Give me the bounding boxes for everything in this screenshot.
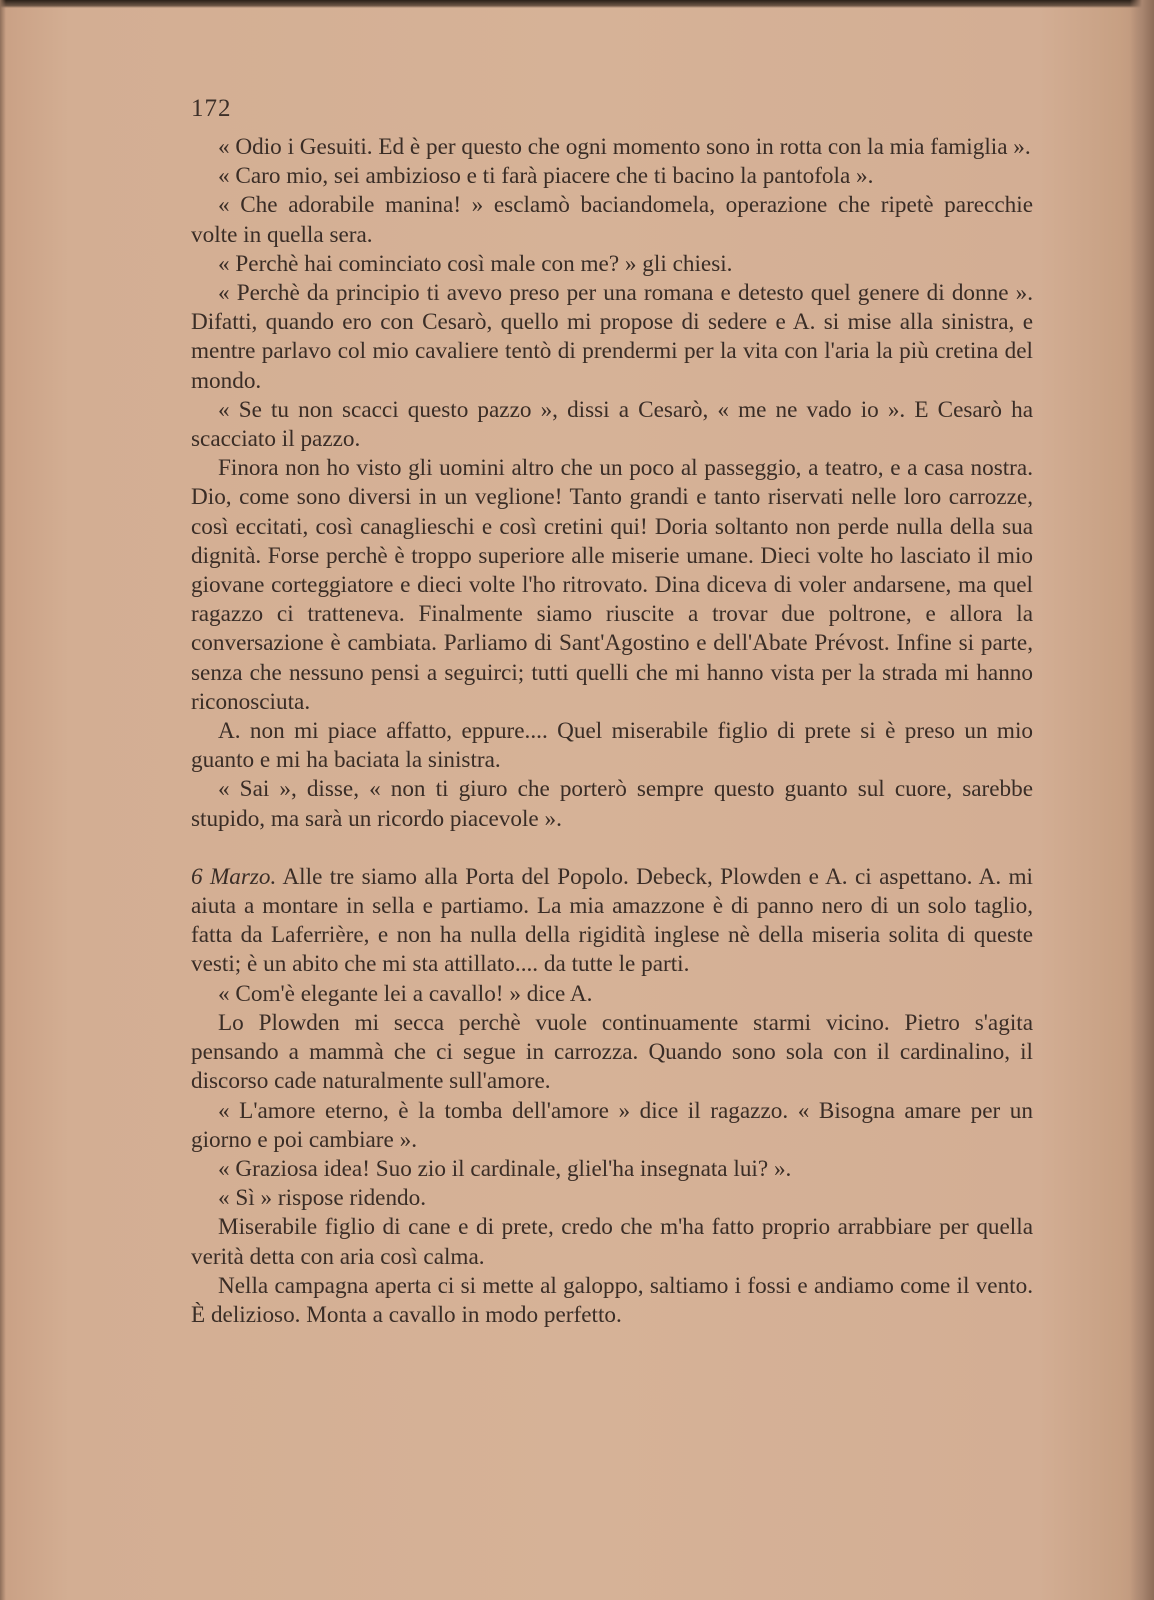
paragraph: « Sì » rispose ridendo. <box>218 1185 427 1212</box>
page-number: 172 <box>191 95 232 122</box>
diary-entry <box>191 863 1033 980</box>
entry-text: Alle tre siamo alla Porta del Popolo. Debeck, Plowden e A. ci aspettano. A. mi aiuta a montare in sella e partiamo. La mia amazzone è di panno nero di un solo taglio, fatta da Laferrière, e non ha nulla della rigidità inglese nè della miseria solita di queste vesti; è un abito che mi sta attillato.... da tutte le parti. <box>191 863 1033 978</box>
paragraph: Lo Plowden mi secca perchè vuole continuamente starmi vicino. Pietro s'agita pensando a mammà che ci segue in carrozza. Quando sono sola con il cardinalino, il discorso cade naturalmente sull'amore. <box>191 1009 1033 1095</box>
paragraph: « Odio i Gesuiti. Ed è per questo che ogni momento sono in rotta con la mia famiglia ». <box>218 134 1031 160</box>
paragraph: « Che adorabile manina! » esclamò baciandomela, operazione che ripetè parecchie volte in quella sera. <box>191 192 1033 248</box>
paragraph: « Se tu non scacci questo pazzo », dissi a Cesarò, « me ne vado io ». E Cesarò ha scacciato il pazzo. <box>191 396 1033 453</box>
page-top-edge <box>0 0 1154 8</box>
entry-date: 6 Marzo. <box>191 863 277 890</box>
paragraph: Finora non ho visto gli uomini altro che un poco al passeggio, a teatro, e a casa nostra. Dio, come sono diversi in un veglione! Tanto grandi e tanto riservati nelle loro carrozze, così eccitati, così canaglieschi e così cretini qui! Doria soltanto non perde nulla della sua dignità. Forse perchè è troppo superiore alle miserie umane. Dieci volte ho lasciato il mio giovane corteggiatore e dieci volte l'ho ritrovato. Dina diceva di voler andarsene, ma quel ragazzo ci tratteneva. Finalmente siamo riuscite a trovar due poltrone, e allora la conversazione è cambiata. Parliamo di Sant'Agostino e dell'Abate Prévost. Infine si parte, senza che nessuno pensi a seguirci; tutti quelli che mi hanno vista per la strada mi hanno riconosciuta. <box>191 455 1033 715</box>
paragraph: « Perchè hai cominciato così male con me? » gli chiesi. <box>218 250 733 277</box>
paragraph: « Caro mio, sei ambizioso e ti farà piacere che ti bacino la pantofola ». <box>218 163 874 190</box>
paragraph: A. non mi piace affatto, eppure.... Quel miserabile figlio di prete si è preso un mio guanto e mi ha baciata la sinistra. <box>191 718 1033 774</box>
paragraph: Nella campagna aperta ci si mette al galoppo, saltiamo i fossi e andiamo come il vento. È delizioso. Monta a cavallo in modo perfetto. <box>191 1272 1033 1328</box>
body-text <box>191 133 1033 1330</box>
paragraph: « Com'è elegante lei a cavallo! » dice A. <box>218 980 593 1007</box>
paragraph: « Sai », disse, « non ti giuro che porterò sempre questo guanto sul cuore, sarebbe stupido, ma sarà un ricordo piacevole ». <box>191 776 1033 832</box>
paragraph: « Graziosa idea! Suo zio il cardinale, gliel'ha insegnata lui? ». <box>218 1155 792 1182</box>
paragraph: « L'amore eterno, è la tomba dell'amore » dice il ragazzo. « Bisogna amare per un giorno e poi cambiare ». <box>191 1097 1033 1153</box>
paragraph: Miserabile figlio di cane e di prete, credo che m'ha fatto proprio arrabbiare per quella verità detta con aria così calma. <box>191 1214 1033 1270</box>
page-left-edge <box>0 0 6 1600</box>
paragraph: « Perchè da principio ti avevo preso per una romana e detesto quel genere di donne ». Difatti, quando ero con Cesarò, quello mi propose di sedere e A. si mise alla sinistra, e mentre parlavo col mio cavaliere tentò di prendermi per la vita con l'aria la più cretina del mondo. <box>191 280 1033 394</box>
page-right-edge <box>1130 0 1154 1600</box>
